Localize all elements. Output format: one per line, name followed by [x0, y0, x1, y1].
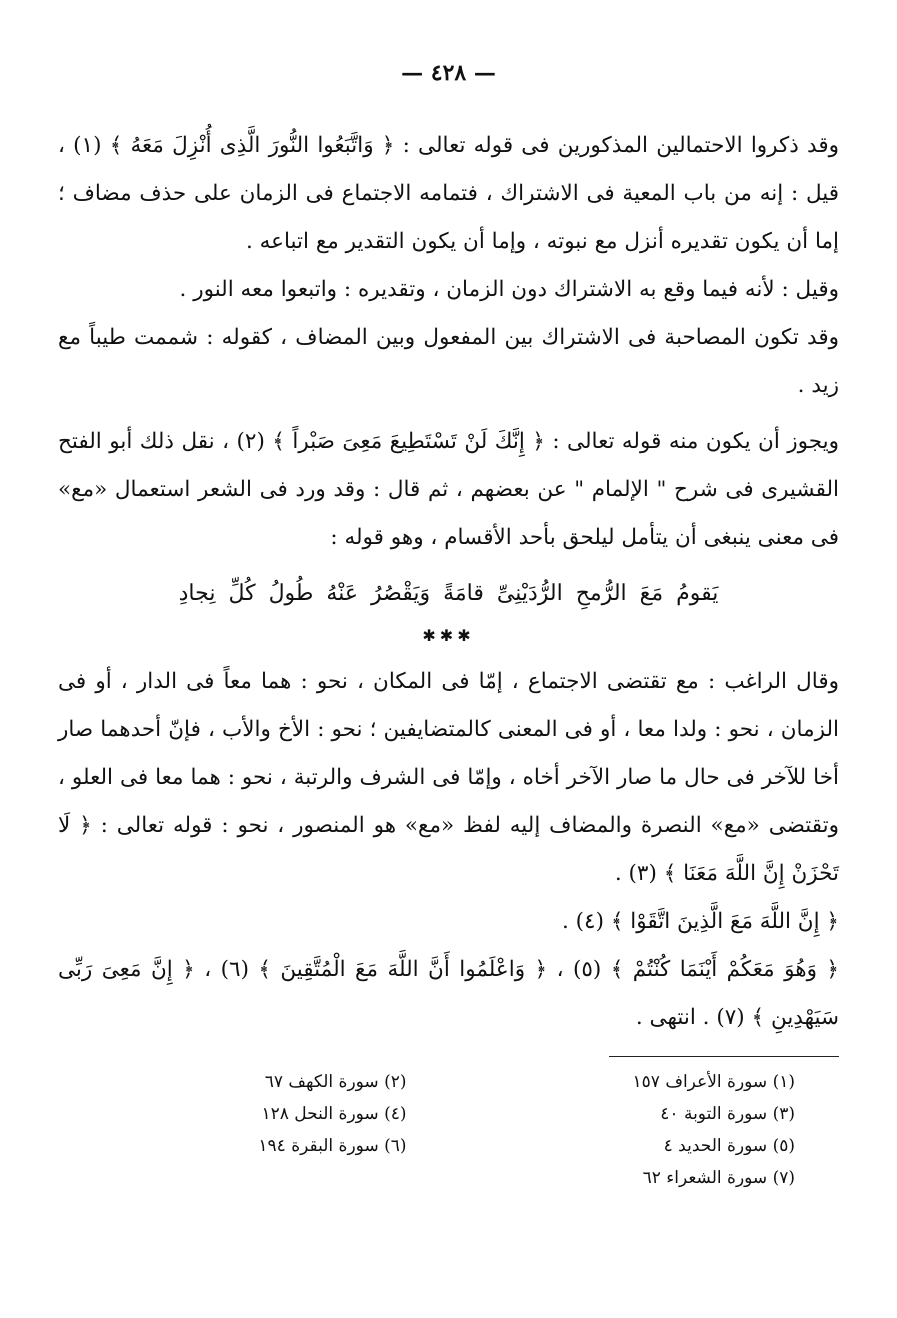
paragraph: وقال الراغب : مع تقتضى الاجتماع ، إمّا فى المكان ، نحو : هما معاً فى الدار ، أو فى الزمان ، نحو : ولدا معا ، أو فى المعنى كالمتضايفين ؛ نحو : الأخ والأب ، فإنّ أحدهما صار أخا للآخر فى حال ما صار الآخر أخاه ، وإمّا فى الشرف والرتبة ، نحو : هما معا فى العلو ، وتقتضى «مع» النصرة والمضاف إليه لفظ «مع» هو المنصور ، نحو : قوله تعالى : ﴿ لَا تَحْزَنْ إِنَّ اللَّهَ مَعَنَا ﴾ (٣) .	[58, 669, 839, 886]
footnote: (٢) سورة الكهف ٦٧	[264, 1072, 407, 1092]
paragraph: ﴿ وَهُوَ مَعَكُمْ أَيْنَمَا كُنْتُمْ ﴾ (٥) ، ﴿ وَاعْلَمُوا أَنَّ اللَّهَ مَعَ الْمُتَّقِينَ ﴾ (٦) ، ﴿ إِنَّ مَعِىَ رَبِّى سَيَهْدِينِ ﴾ (٧) . انتهى .	[58, 957, 839, 1030]
footnote: (٦) سورة البقرة ١٩٤	[258, 1136, 407, 1156]
section-separator: ✱✱✱	[422, 626, 475, 645]
page-number: — ٤٢٨ —	[401, 60, 496, 86]
paragraph: ﴿ إِنَّ اللَّهَ مَعَ الَّذِينَ اتَّقَوْا ﴾ (٤) .	[561, 909, 839, 934]
footnote: (٧) سورة الشعراء ٦٢	[642, 1168, 795, 1188]
footnote: (٣) سورة التوبة ٤٠	[660, 1104, 795, 1124]
footnote: (٥) سورة الحديد ٤	[663, 1136, 795, 1156]
footnote: (١) سورة الأعراف ١٥٧	[632, 1072, 795, 1092]
paragraph: وقيل : لأنه فيما وقع به الاشتراك دون الزمان ، وتقديره : واتبعوا معه النور .	[179, 277, 839, 302]
paragraph: ويجوز أن يكون منه قوله تعالى : ﴿ إِنَّكَ لَنْ تَسْتَطِيعَ مَعِىَ صَبْراً ﴾ (٢) ، نقل ذلك أبو الفتح القشيرى فى شرح " الإلمام " عن بعضهم ، ثم قال : وقد ورد فى الشعر استعمال «مع» فى معنى ينبغى أن يتأمل ليلحق بأحد الأقسام ، وهو قوله :	[58, 429, 839, 550]
poetry-verse: يَقومُ مَعَ الرُّمحِ الرُّدَيْنِىِّ قامَةً وَيَقْصُرُ عَنْهُ طُولُ كُلِّ نِجادِ	[178, 581, 719, 606]
footnote-divider	[609, 1056, 839, 1057]
paragraph: وقد ذكروا الاحتمالين المذكورين فى قوله تعالى : ﴿ وَاتَّبَعُوا النُّورَ الَّذِى أُنْزِلَ مَعَهُ ﴾ (١) ، قيل : إنه من باب المعية فى الاشتراك ، فتمامه الاجتماع فى الزمان على حذف مضاف ؛ إما أن يكون تقديره أنزل مع نبوته ، وإما أن يكون التقدير مع اتباعه .	[58, 133, 840, 254]
paragraph: وقد تكون المصاحبة فى الاشتراك بين المفعول وبين المضاف ، كقوله : شممت طيباً مع زيد .	[58, 325, 839, 398]
footnotes	[58, 1067, 839, 1193]
footnote: (٤) سورة النحل ١٢٨	[261, 1104, 407, 1124]
